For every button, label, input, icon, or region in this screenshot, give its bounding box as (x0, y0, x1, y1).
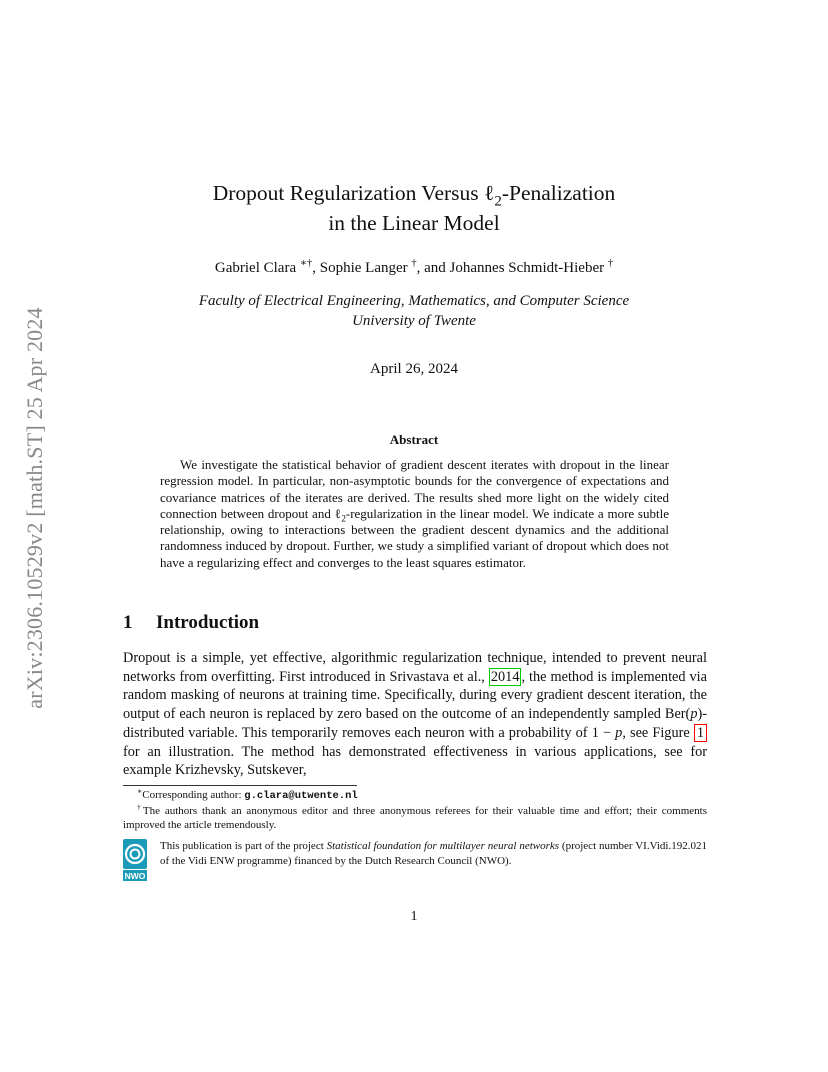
footnote-1-text: Corresponding author: (142, 789, 245, 801)
funding-text-post: (project number VI.Vidi.192.021 of the Vidi ENW programme) financed by the Dutch Research Council (NWO). (160, 840, 707, 867)
author-clara: Gabriel Clara (214, 260, 300, 276)
author-clara-mark[interactable]: ∗† (299, 258, 313, 269)
author-langer-mark[interactable]: † (411, 258, 417, 269)
footnote-2-text: The authors thank an anonymous editor and three anonymous referees for their valuable time and effort; their comments improved the article tremendously. (123, 804, 708, 831)
abstract-text-part-1: We investigate the statistical behavior of gradient descent iterates with dropout in the linear regression model. In particular, non-asymptotic bounds for the convergence of expectations and covariance matrices of the iterates are derived. The results shed more light on the widely cited connection between dropout and ℓ (160, 457, 669, 521)
author-schmidt-hieber-mark[interactable]: † (607, 258, 614, 269)
page-number: 1 (410, 909, 418, 924)
affiliation-university: University of Twente (352, 313, 476, 329)
abstract-heading: Abstract (389, 432, 439, 447)
author-schmidt-hieber: , and Johannes Schmidt-Hieber (416, 260, 608, 276)
figure-link-1[interactable]: 1 (694, 724, 707, 742)
affiliation-faculty: Faculty of Electrical Engineering, Mathematics, and Computer Science (198, 293, 630, 309)
title-line-1-suffix: -Penalization (501, 181, 616, 205)
footnote-divider (123, 785, 357, 786)
footnote-acknowledgement (123, 801, 708, 833)
title-line-2: in the Linear Model (328, 211, 500, 235)
abstract-text-part-2: -regularization in the linear model. We indicate a more subtle relationship, owing to interactions between the gradient descent dynamics and the additional randomness induced by dropout. Further, we study a simplified variant of dropout which does not have a regularizing effect and converges to the least squares estimator. (160, 505, 669, 570)
funding-text (160, 839, 707, 868)
nwo-logo-icon (123, 839, 147, 881)
author-list (123, 258, 705, 278)
arxiv-identifier-label[interactable]: arXiv:2306.10529v2 [math.ST] 25 Apr 2024 (22, 307, 47, 709)
title-subscript: 2 (494, 193, 502, 210)
title-line-1-text: Dropout Regularization Versus ℓ (212, 181, 495, 205)
funding-project-name: Statistical foundation for multilayer neural networks (326, 840, 560, 852)
footnote-corresponding-author (123, 788, 707, 804)
math-variable-p: p (690, 706, 698, 723)
nwo-logo-text: NWO (124, 871, 146, 881)
paper-title (123, 178, 705, 238)
funding-notice (123, 839, 707, 887)
citation-link-srivastava-2014[interactable]: 2014 (490, 668, 520, 685)
title-line-1 (123, 178, 705, 208)
math-variable-p-2: p (615, 724, 623, 741)
section-number: 1 (123, 612, 133, 633)
publication-date: April 26, 2024 (370, 361, 458, 377)
footnote-2-mark: † (137, 801, 143, 811)
abstract-subscript: 2 (341, 513, 346, 524)
intro-text-5: for an illustration. The method has demonstrated effectiveness in various applications, see for example Krizhevsky, Sutskever, (123, 743, 707, 779)
affiliation (123, 291, 705, 331)
author-langer: , Sophie Langer (312, 260, 412, 276)
funding-text-pre: This publication is part of the project (160, 840, 327, 852)
abstract-body (160, 457, 669, 571)
introduction-paragraph (123, 649, 707, 780)
footnotes (123, 788, 707, 833)
section-heading-introduction (123, 611, 259, 635)
intro-text-1: Dropout is a simple, yet effective, algorithmic regularization technique, intended to prevent neural networks from overfitting. First introduced in Srivastava et al., (123, 650, 707, 685)
intro-text-2: , the method is implemented via random masking of neurons at training time. Specifically, during every gradient descent iteration, the output of each neuron is replaced by zero based on the outcome of an independently sampled Ber( (123, 668, 707, 723)
section-title: Introduction (156, 612, 260, 633)
intro-text-4: , see Figure (622, 724, 694, 741)
intro-text-3: )-distributed variable. This temporarily removes each neuron with a probability of 1 − (123, 706, 707, 741)
footnote-1-mark: ∗ (137, 786, 143, 796)
corresponding-email[interactable]: g.clara@utwente.nl (244, 790, 358, 802)
